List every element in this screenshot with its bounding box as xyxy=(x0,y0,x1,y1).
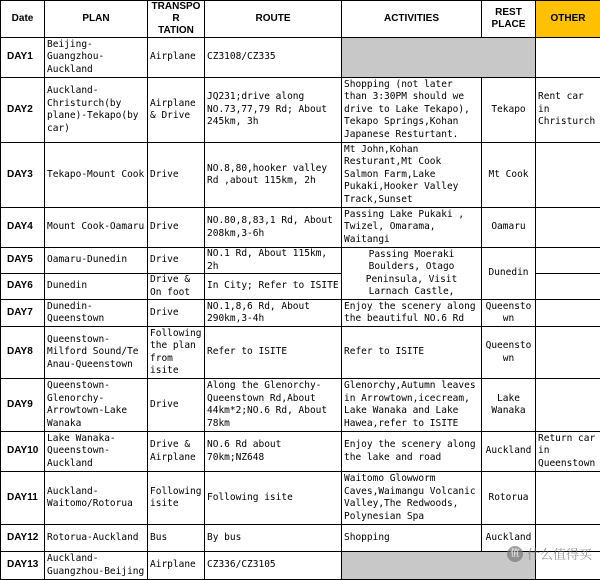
plan-cell: Oamaru-Dunedin xyxy=(45,248,148,274)
table-row xyxy=(1,143,600,208)
other-cell xyxy=(536,300,600,327)
rest-place-cell: Queenstown xyxy=(482,300,536,327)
day-cell: DAY3 xyxy=(1,143,45,208)
other-cell xyxy=(536,38,600,78)
other-cell xyxy=(536,248,600,274)
activities-cell: Shopping xyxy=(342,525,482,552)
other-cell xyxy=(536,274,600,300)
rest-place-cell: Tekapo xyxy=(482,78,536,143)
plan-cell: Queenstown-Milford Sound/Te Anau-Queenstown xyxy=(45,327,148,379)
activities-cell: Refer to ISITE xyxy=(342,327,482,379)
day-cell: DAY7 xyxy=(1,300,45,327)
table-row xyxy=(1,300,600,327)
route-cell: Following isite xyxy=(205,472,342,525)
transport-cell: Drive xyxy=(148,248,205,274)
day-cell: DAY6 xyxy=(1,274,45,300)
plan-cell: Mount Cook-Oamaru xyxy=(45,208,148,248)
header-transportation: TRANSPOR TATION xyxy=(148,1,205,38)
header-other: OTHER xyxy=(536,1,600,38)
activities-cell: Enjoy the scenery along the lake and road xyxy=(342,432,482,472)
transport-cell: Following the plan from isite xyxy=(148,327,205,379)
other-cell xyxy=(536,472,600,525)
transport-cell: Airplane xyxy=(148,552,205,580)
rest-place-cell: Dunedin xyxy=(482,248,536,300)
route-cell: Along the Glenorchy-Queenstown Rd,About 44km*2;NO.6 Rd, About 78km xyxy=(205,379,342,432)
route-cell: NO.6 Rd about 70km;NZ648 xyxy=(205,432,342,472)
day-cell: DAY1 xyxy=(1,38,45,78)
rest-place-cell: Queenstown xyxy=(482,327,536,379)
transport-cell: Drive xyxy=(148,300,205,327)
transport-cell: Airplane xyxy=(148,38,205,78)
table-row xyxy=(1,208,600,248)
watermark-text: 什么值得买 xyxy=(527,544,592,563)
route-cell: JQ231;drive along NO.73,77,79 Rd; About 245km, 3h xyxy=(205,78,342,143)
route-cell: NO.1,8,6 Rd, About 290km,3-4h xyxy=(205,300,342,327)
other-cell xyxy=(536,208,600,248)
day-cell: DAY8 xyxy=(1,327,45,379)
day-cell: DAY10 xyxy=(1,432,45,472)
transport-cell: Drive & Airplane xyxy=(148,432,205,472)
table-row xyxy=(1,327,600,379)
plan-cell: Lake Wanaka-Queenstown-Auckland xyxy=(45,432,148,472)
header-plan: PLAN xyxy=(45,1,148,38)
watermark-logo-icon: 值 xyxy=(507,546,523,562)
day-cell: DAY12 xyxy=(1,525,45,552)
route-cell: Refer to ISITE xyxy=(205,327,342,379)
route-cell: NO.80,8,83,1 Rd, About 208km,3-6h xyxy=(205,208,342,248)
day-cell: DAY13 xyxy=(1,552,45,580)
route-cell: CZ3108/CZ335 xyxy=(205,38,342,78)
activities-cell: Shopping (not later than 3:30PM should we drive to Lake Tekapo), Tekapo Springs,Kohan Japanese Resturtant. xyxy=(342,78,482,143)
rest-place-cell: Mt Cook xyxy=(482,143,536,208)
table-row xyxy=(1,472,600,525)
route-cell: By bus xyxy=(205,525,342,552)
activities-cell: Enjoy the scenery along the beautiful NO.6 Rd xyxy=(342,300,482,327)
route-cell: CZ336/CZ3105 xyxy=(205,552,342,580)
other-cell xyxy=(536,379,600,432)
rest-place-cell: Auckland xyxy=(482,525,536,552)
header-date: Date xyxy=(1,1,45,38)
day-cell: DAY2 xyxy=(1,78,45,143)
other-cell: Rent car in Christurch xyxy=(536,78,600,143)
day-cell: DAY4 xyxy=(1,208,45,248)
day-cell: DAY11 xyxy=(1,472,45,525)
plan-cell: Rotorua-Auckland xyxy=(45,525,148,552)
activities-cell: Glenorchy,Autumn leaves in Arrowtown,icecream, Lake Wanaka and Lake Hawea,refer to ISITE xyxy=(342,379,482,432)
table-row xyxy=(1,78,600,143)
watermark xyxy=(507,544,592,563)
plan-cell: Auckland-Guangzhou-Beijing xyxy=(45,552,148,580)
plan-cell: Tekapo-Mount Cook xyxy=(45,143,148,208)
header-activities: ACTIVITIES xyxy=(342,1,482,38)
activities-cell: Waitomo Glowworm Caves,Waimangu Volcanic Valley,The Redwoods, Polynesian Spa xyxy=(342,472,482,525)
transport-cell: Drive & On foot xyxy=(148,274,205,300)
plan-cell: Auckland-Waitomo/Rotorua xyxy=(45,472,148,525)
other-cell xyxy=(536,327,600,379)
transport-cell: Drive xyxy=(148,379,205,432)
rest-place-cell: Rotorua xyxy=(482,472,536,525)
plan-cell: Auckland-Christurch(by plane)-Tekapo(by car) xyxy=(45,78,148,143)
plan-cell: Beijing-Guangzhou-Auckland xyxy=(45,38,148,78)
day-cell: DAY5 xyxy=(1,248,45,274)
transport-cell: Bus xyxy=(148,525,205,552)
empty-activity-rest-cell xyxy=(342,38,536,78)
table-row xyxy=(1,432,600,472)
rest-place-cell: Oamaru xyxy=(482,208,536,248)
plan-cell: Dunedin xyxy=(45,274,148,300)
route-cell: NO.1 Rd, About 115km, 2h xyxy=(205,248,342,274)
other-cell: Return car in Queenstown xyxy=(536,432,600,472)
table-row xyxy=(1,248,600,274)
header-route: ROUTE xyxy=(205,1,342,38)
route-cell: NO.8,80,hooker valley Rd ,about 115km, 2h xyxy=(205,143,342,208)
header-row xyxy=(1,1,600,38)
header-rest-place: REST PLACE xyxy=(482,1,536,38)
transport-cell: Drive xyxy=(148,143,205,208)
table-row xyxy=(1,38,600,78)
other-cell xyxy=(536,143,600,208)
plan-cell: Queenstown-Glenorchy-Arrowtown-Lake Wanaka xyxy=(45,379,148,432)
table-row xyxy=(1,379,600,432)
rest-place-cell: Lake Wanaka xyxy=(482,379,536,432)
day-cell: DAY9 xyxy=(1,379,45,432)
route-cell: In City; Refer to ISITE xyxy=(205,274,342,300)
transport-cell: Following isite xyxy=(148,472,205,525)
plan-cell: Dunedin-Queenstown xyxy=(45,300,148,327)
activities-cell: Passing Moeraki Boulders, Otago Peninsula, Visit Larnach Castle, xyxy=(342,248,482,300)
transport-cell: Drive xyxy=(148,208,205,248)
activities-cell: Mt John,Kohan Resturant,Mt Cook Salmon Farm,Lake Pukaki,Hooker Valley Track,Sunset xyxy=(342,143,482,208)
transport-cell: Airplane & Drive xyxy=(148,78,205,143)
rest-place-cell: Auckland xyxy=(482,432,536,472)
activities-cell: Passing Lake Pukaki , Twizel, Omarama, Waitangi xyxy=(342,208,482,248)
